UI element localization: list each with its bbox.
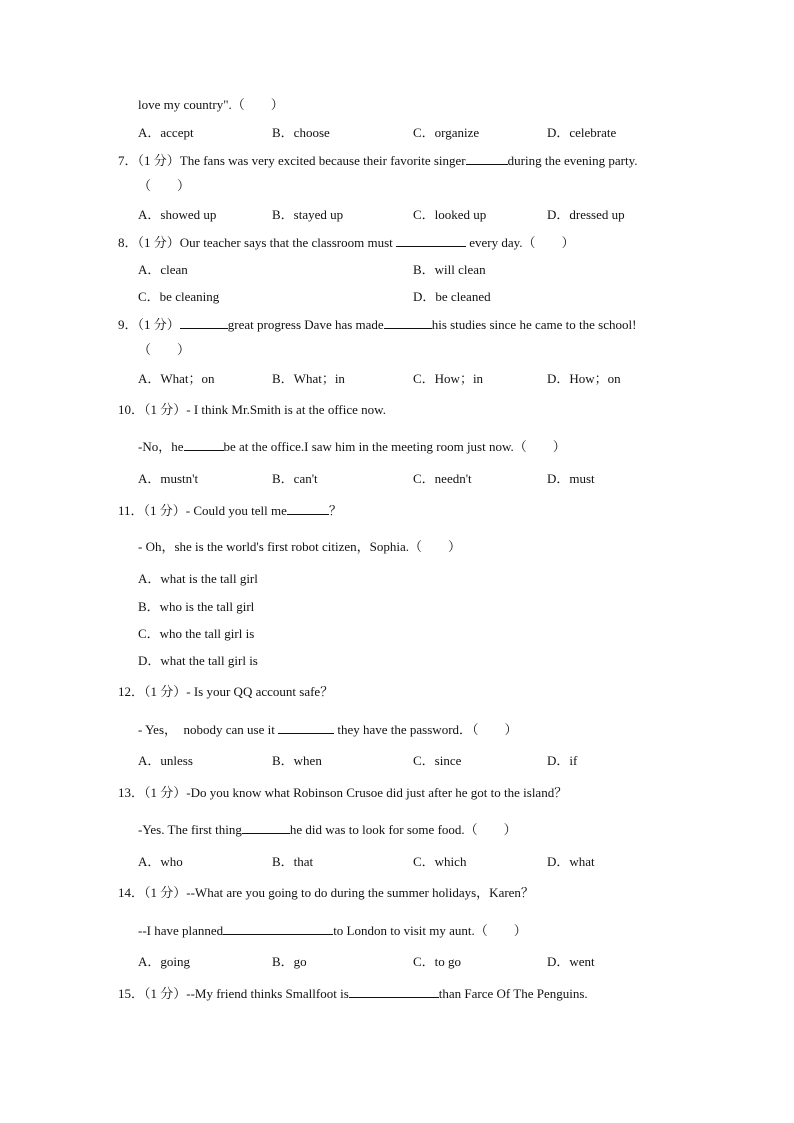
- q12-option-b: B．when: [272, 753, 322, 768]
- q13-number: 13．（1 分）: [118, 785, 187, 800]
- q15-number: 15．（1 分）: [118, 986, 187, 1001]
- q10-reply: -No，he be at the office.I saw him in the meeting room just now.（ ）: [138, 439, 566, 454]
- q12-option-d: D．if: [547, 753, 578, 768]
- q8-number: 8．（1 分）: [118, 235, 180, 250]
- q12-number: 12．（1 分）: [118, 684, 187, 699]
- q14-option-d: D．went: [547, 954, 595, 969]
- q6-option-b: B．choose: [272, 125, 330, 140]
- q13-option-c: C．which: [413, 854, 467, 869]
- q6-option-d: D．celebrate: [547, 125, 617, 140]
- q9-option-d: D．How；on: [547, 371, 621, 386]
- q7-number: 7．（1 分）: [118, 153, 180, 168]
- q7-answer-paren: （ ）: [138, 178, 191, 193]
- q12-option-a: A．unless: [138, 753, 193, 768]
- q9-option-a: A．What；on: [138, 371, 215, 386]
- q12-reply: - Yes， nobody can use it they have the password．（ ）: [138, 722, 518, 737]
- q7-option-c: C．looked up: [413, 207, 487, 222]
- q12-option-c: C．since: [413, 753, 462, 768]
- q11-option-d: D．what the tall girl is: [138, 653, 258, 668]
- q11-reply: - Oh，she is the world's first robot citizen，Sophia.（ ）: [138, 539, 461, 554]
- q10-option-d: D．must: [547, 471, 595, 486]
- q13-option-b: B．that: [272, 854, 314, 869]
- q10-option-b: B．can't: [272, 471, 318, 486]
- q10-number: 10．（1 分）: [118, 402, 187, 417]
- q8-option-c: C．be cleaning: [138, 289, 220, 304]
- q10-option-a: A．mustn't: [138, 471, 199, 486]
- q8-option-b: B．will clean: [413, 262, 486, 277]
- q15-stem: 15．（1 分）--My friend thinks Smallfoot is than Farce Of The Penguins.: [118, 986, 588, 1001]
- q13-option-d: D．what: [547, 854, 595, 869]
- q7-stem: 7．（1 分）The fans was very excited because their favorite singer during the evening party.: [118, 153, 638, 168]
- q10-option-c: C．needn't: [413, 471, 472, 486]
- q7-option-b: B．stayed up: [272, 207, 344, 222]
- q9-option-b: B．What；in: [272, 371, 345, 386]
- q6-stem-tail: love my country".（ ）: [138, 97, 284, 112]
- q13-reply: -Yes. The first thing he did was to look for some food.（ ）: [138, 822, 517, 837]
- q12-stem: 12．（1 分）- Is your QQ account safe？: [118, 684, 334, 699]
- answer-blank: [278, 721, 334, 734]
- q14-option-c: C．to go: [413, 954, 462, 969]
- q13-stem: 13．（1 分）-Do you know what Robinson Crusoe did just after he got to the island？: [118, 785, 568, 800]
- q6-option-a: A．accept: [138, 125, 194, 140]
- q11-option-b: B．who is the tall girl: [138, 599, 255, 614]
- q14-reply: --I have planned to London to visit my aunt.（ ）: [138, 923, 527, 938]
- q9-number: 9．（1 分）: [118, 317, 180, 332]
- q7-option-d: D．dressed up: [547, 207, 625, 222]
- answer-blank: [384, 316, 432, 329]
- q9-option-c: C．How；in: [413, 371, 484, 386]
- answer-blank: [287, 502, 329, 515]
- answer-blank: [349, 985, 439, 998]
- q9-answer-paren: （ ）: [138, 342, 191, 357]
- q13-option-a: A．who: [138, 854, 183, 869]
- answer-blank: [396, 234, 466, 247]
- q11-option-a: A．what is the tall girl: [138, 571, 258, 586]
- answer-blank: [184, 438, 224, 451]
- q9-stem: 9．（1 分） great progress Dave has made his studies since he came to the school!: [118, 317, 637, 332]
- q14-option-a: A．going: [138, 954, 191, 969]
- q11-option-c: C．who the tall girl is: [138, 626, 255, 641]
- q11-stem: 11．（1 分）- Could you tell me ？: [118, 503, 342, 518]
- q8-stem: 8．（1 分）Our teacher says that the classroom must every day.（ ）: [118, 235, 575, 250]
- q11-number: 11．（1 分）: [118, 503, 186, 518]
- q6-option-c: C．organize: [413, 125, 480, 140]
- answer-blank: [242, 821, 290, 834]
- answer-blank: [180, 316, 228, 329]
- q14-stem: 14．（1 分）--What are you going to do during the summer holidays，Karen？: [118, 885, 534, 900]
- answer-blank: [223, 922, 333, 935]
- q7-option-a: A．showed up: [138, 207, 217, 222]
- q14-option-b: B．go: [272, 954, 307, 969]
- q10-stem: 10．（1 分）- I think Mr.Smith is at the office now.: [118, 402, 386, 417]
- answer-blank: [466, 152, 508, 165]
- q8-option-a: A．clean: [138, 262, 188, 277]
- q14-number: 14．（1 分）: [118, 885, 187, 900]
- q8-option-d: D．be cleaned: [413, 289, 491, 304]
